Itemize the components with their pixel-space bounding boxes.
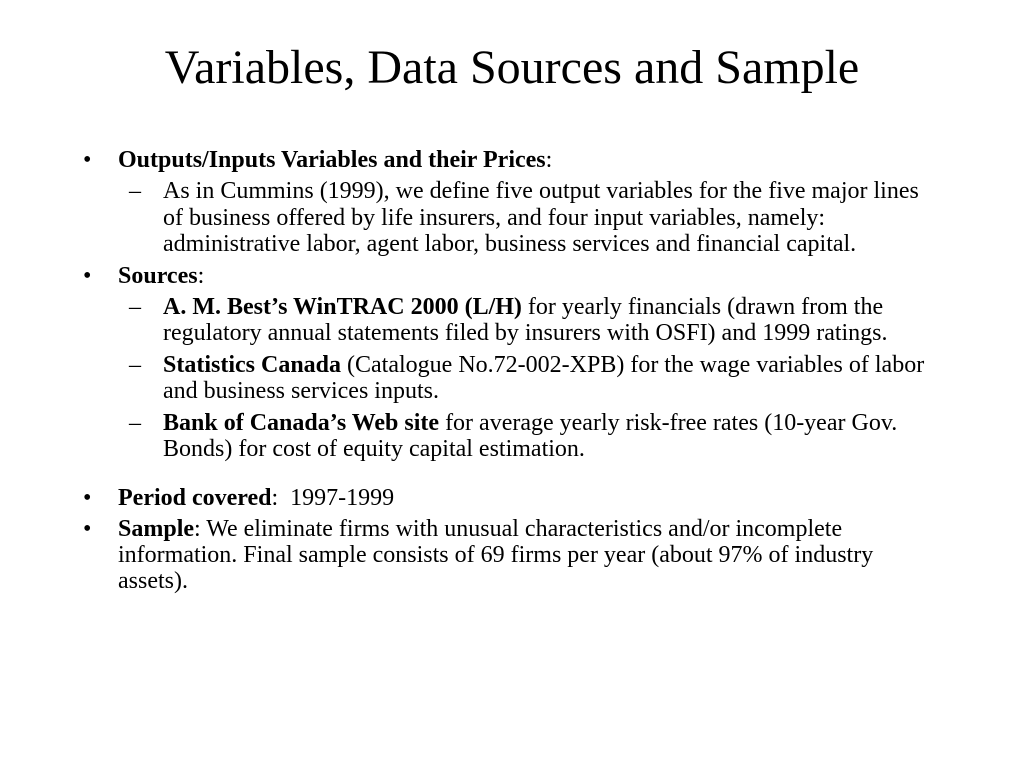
source-name-ambest: A. M. Best’s WinTRAC 2000 (L/H) (163, 293, 522, 320)
bullet-sources (0, 263, 1024, 289)
bullet-heading-colon: : (197, 262, 205, 289)
source-name-statcan: Statistics Canada (163, 351, 342, 378)
bullet-heading-period: Period covered (118, 484, 272, 511)
sub-bullet-statcan (0, 352, 1024, 405)
sub-bullet-ambest (0, 294, 1024, 347)
sub-bullet-bank-of-canada (0, 410, 1024, 463)
bullet-heading-colon: : (545, 147, 553, 173)
sub-bullet-text: As in Cummins (1999), we define five output variables for the five major lines of business offered by life insurers, and four input variables, namely: administrative labor, agent labor, business services and financial capital. (163, 178, 919, 257)
bullet-period-covered (0, 485, 1024, 511)
bullet-marker: • (83, 262, 92, 289)
dash-marker: – (129, 178, 141, 204)
bullet-text-sample: : We eliminate firms with unusual characteristics and/or incomplete information. Final sample consists of 69 firms per year (about 97% of industry assets). (118, 515, 874, 594)
bullet-sample (0, 516, 1024, 594)
sub-bullet-text: (Catalogue No.72-002-XPB) for the wage variables of labor and business services inputs. (163, 351, 925, 404)
dash-marker: – (129, 351, 141, 378)
sub-bullet-text: for average yearly risk-free rates (10-year Gov. Bonds) for cost of equity capital estimation. (163, 409, 898, 462)
bullet-marker: • (83, 515, 92, 542)
bullet-marker: • (83, 147, 92, 173)
slide-content (0, 147, 1024, 599)
sub-bullet-text: for yearly financials (drawn from the regulatory annual statements filed by insurers with OSFI) and 1999 ratings. (163, 293, 888, 346)
dash-marker: – (129, 409, 141, 436)
bullet-text-period: : 1997-1999 (271, 484, 395, 511)
sub-bullet-cummins (0, 178, 1024, 258)
dash-marker: – (129, 293, 141, 320)
bullet-outputs-inputs (0, 147, 1024, 173)
bullet-heading-outputs-inputs: Outputs/Inputs Variables and their Prices (118, 147, 546, 173)
spacer (0, 468, 1024, 485)
bullet-heading-sources: Sources (118, 262, 198, 289)
bullet-heading-sample: Sample (118, 515, 195, 542)
source-name-bank-of-canada: Bank of Canada’s Web site (163, 409, 440, 436)
bullet-marker: • (83, 484, 92, 511)
slide-title: Variables, Data Sources and Sample (164, 41, 860, 94)
